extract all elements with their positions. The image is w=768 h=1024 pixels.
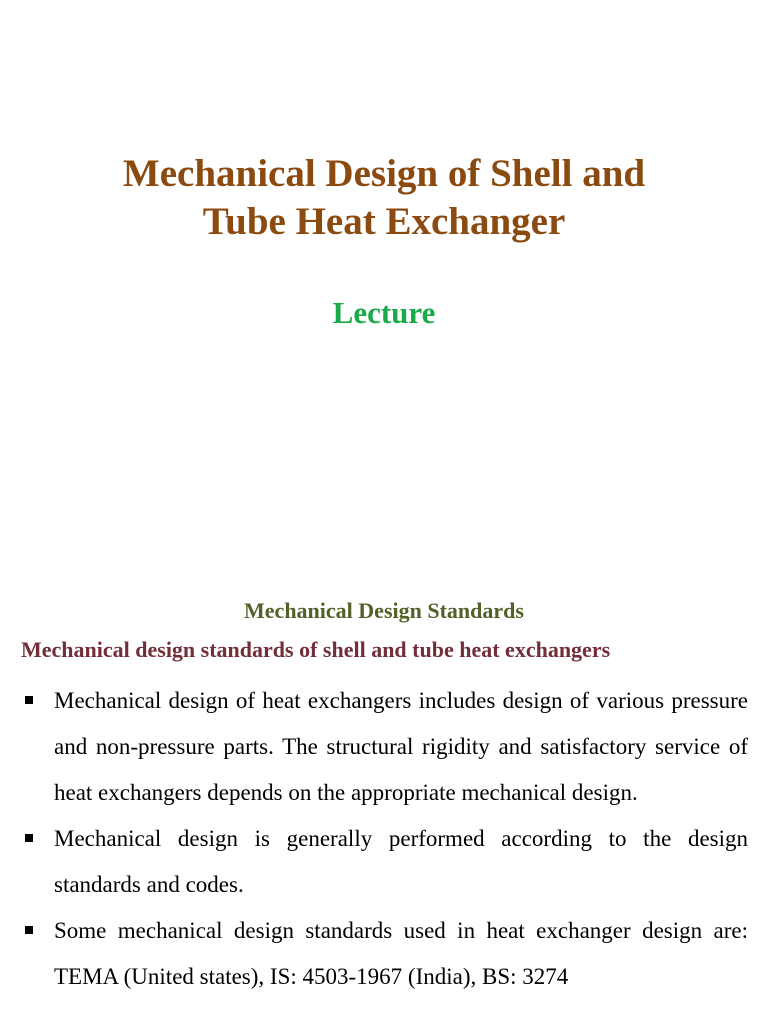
bullet-item — [21, 816, 748, 908]
bullet-text: Mechanical design of heat exchangers includes design of various pressure and non-pressure parts. The structural rigidity and satisfactory service of heat exchangers depends on the appropriate mechanical design. — [54, 688, 748, 805]
section-heading: Mechanical Design Standards — [244, 598, 524, 623]
square-bullet-icon — [25, 926, 33, 934]
slide-title — [0, 150, 768, 246]
bullet-item — [21, 678, 748, 816]
section-subheading: Mechanical design standards of shell and tube heat exchangers — [21, 637, 611, 662]
square-bullet-icon — [25, 696, 33, 704]
square-bullet-icon — [25, 834, 33, 842]
bullet-list — [21, 678, 748, 1000]
bullet-item — [21, 908, 748, 1000]
slide-title-line-1: Mechanical Design of Shell and — [122, 152, 646, 195]
bullet-text: Some mechanical design standards used in heat exchanger design are: TEMA (United states), IS: 4503-1967 (India), BS: 3274 — [54, 918, 748, 989]
slide-title-line-2: Tube Heat Exchanger — [202, 200, 566, 243]
slide-subtitle: Lecture — [332, 295, 436, 330]
bullet-text: Mechanical design is generally performed according to the design standards and codes. — [54, 826, 748, 897]
